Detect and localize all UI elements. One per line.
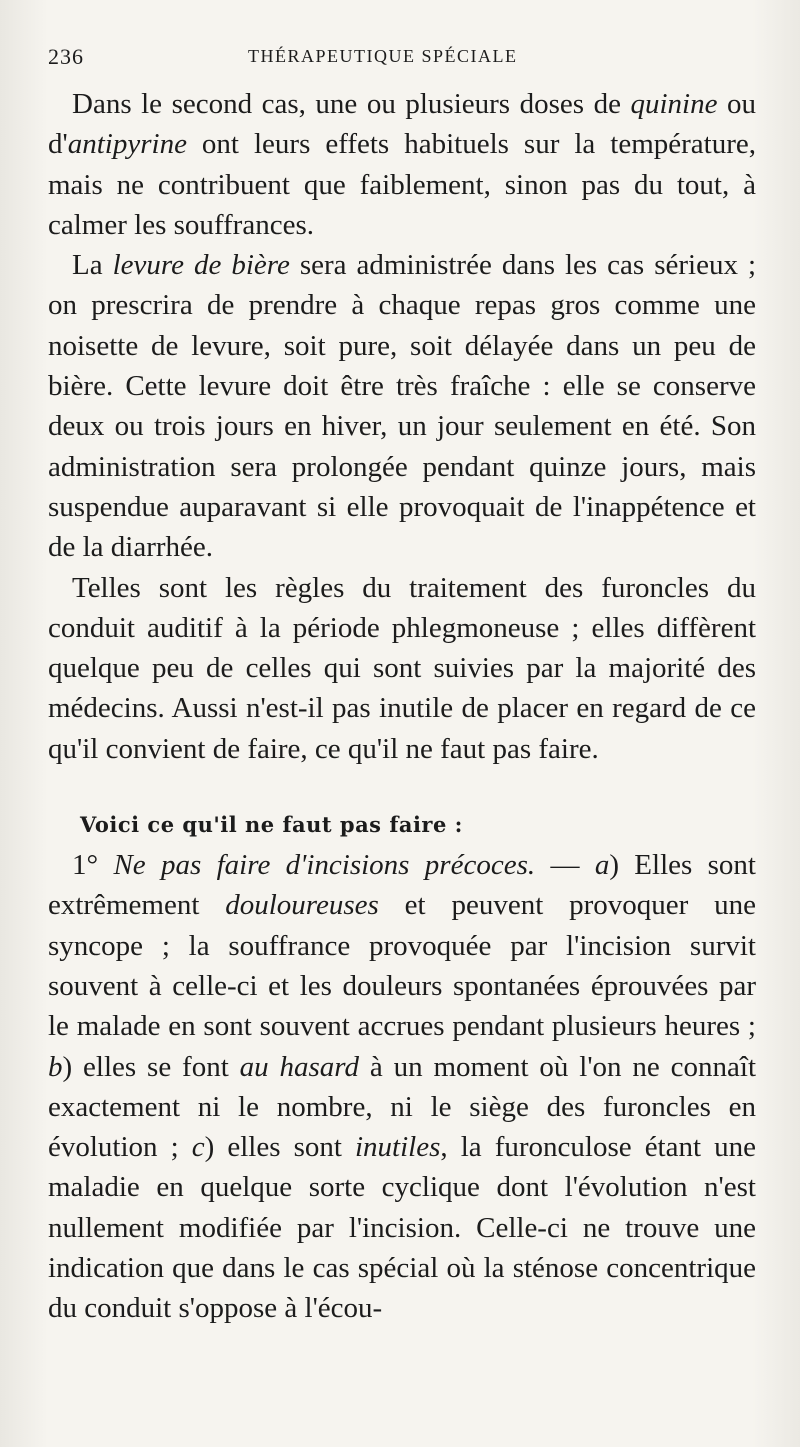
text-run: — [535, 849, 595, 882]
text-run: à un moment où l'on ne connaît exactement ni le nombre, ni le siège des furoncles en évolution ; [48, 1050, 757, 1164]
section-gap [48, 769, 756, 805]
italic-term-au-hasard: au hasard [239, 1050, 360, 1083]
paragraph-incisions [48, 845, 756, 1329]
paragraph-levure [48, 245, 756, 567]
text-run: ou d' [48, 88, 756, 161]
italic-letter-c: c [191, 1131, 205, 1164]
italic-letter-a: a [594, 849, 610, 882]
running-title: THÉRAPEUTIQUE SPÉCIALE [248, 46, 518, 66]
italic-letter-b: b [48, 1050, 63, 1083]
text-run: ) Elles sont extrêmement [48, 849, 756, 922]
page-number: 236 [48, 44, 84, 69]
text-run: ont leurs effets habituels sur la température, mais ne contribuent que faiblement, sinon pas du tout, à calmer les souffrances. [48, 128, 756, 241]
text-run: et peuvent provoquer une syncope ; la souffrance provoquée par l'incision survit souvent à celle-ci et les douleurs spontanées éprouvées par le malade en sont souvent accrues pendant plusieurs heures ; [48, 889, 757, 1043]
text-run: ) elles sont [204, 1131, 355, 1164]
italic-term-levure: levure de bière [112, 249, 290, 282]
paragraph-quinine [48, 84, 756, 245]
text-run: La [72, 249, 113, 282]
italic-term-quinine: quinine [630, 88, 718, 120]
italic-title-incisions: Ne pas faire d'incisions précoces. [113, 849, 536, 882]
paragraph-regles: Telles sont les règles du traitement des furoncles du conduit auditif à la période phlegmoneuse ; elles diffèrent quelque peu de celles qui sont suivies par la majorité des médecins. Aussi n'est-il pas inutile de placer en regard de ce qu'il convient de faire, ce qu'il ne faut pas faire. [48, 571, 756, 765]
text-run: ) elles se font [62, 1050, 240, 1083]
italic-term-inutiles: inutiles [355, 1131, 441, 1164]
section-heading: Voici ce qu'il ne faut pas faire : [80, 812, 463, 838]
running-head [48, 40, 756, 84]
body-text [48, 84, 756, 1329]
italic-term-antipyrine: antipyrine [67, 128, 187, 161]
text-run: , la furonculose étant une maladie en quelque sorte cyclique dont l'évolution n'est nullement modifiée par l'incision. Celle-ci ne trouve une indication que dans le cas spécial où la sténose concentrique du conduit s'oppose à l'écou- [48, 1131, 756, 1325]
italic-term-douloureuses: douloureuses [225, 889, 379, 922]
text-run: Dans le second cas, une ou plusieurs doses de [72, 88, 631, 120]
text-run: sera administrée dans les cas sérieux ; on prescrira de prendre à chaque repas gros comme une noisette de levure, soit pure, soit délayée dans un peu de bière. Cette levure doit être très fraîche : elle se conserve deux ou trois jours en hiver, un jour seulement en été. Son administration sera prolongée pendant quinze jours, mais suspendue auparavant si elle provoquait de l'inappétence et de la diarrhée. [48, 249, 756, 564]
text-run: 1° [72, 849, 114, 882]
